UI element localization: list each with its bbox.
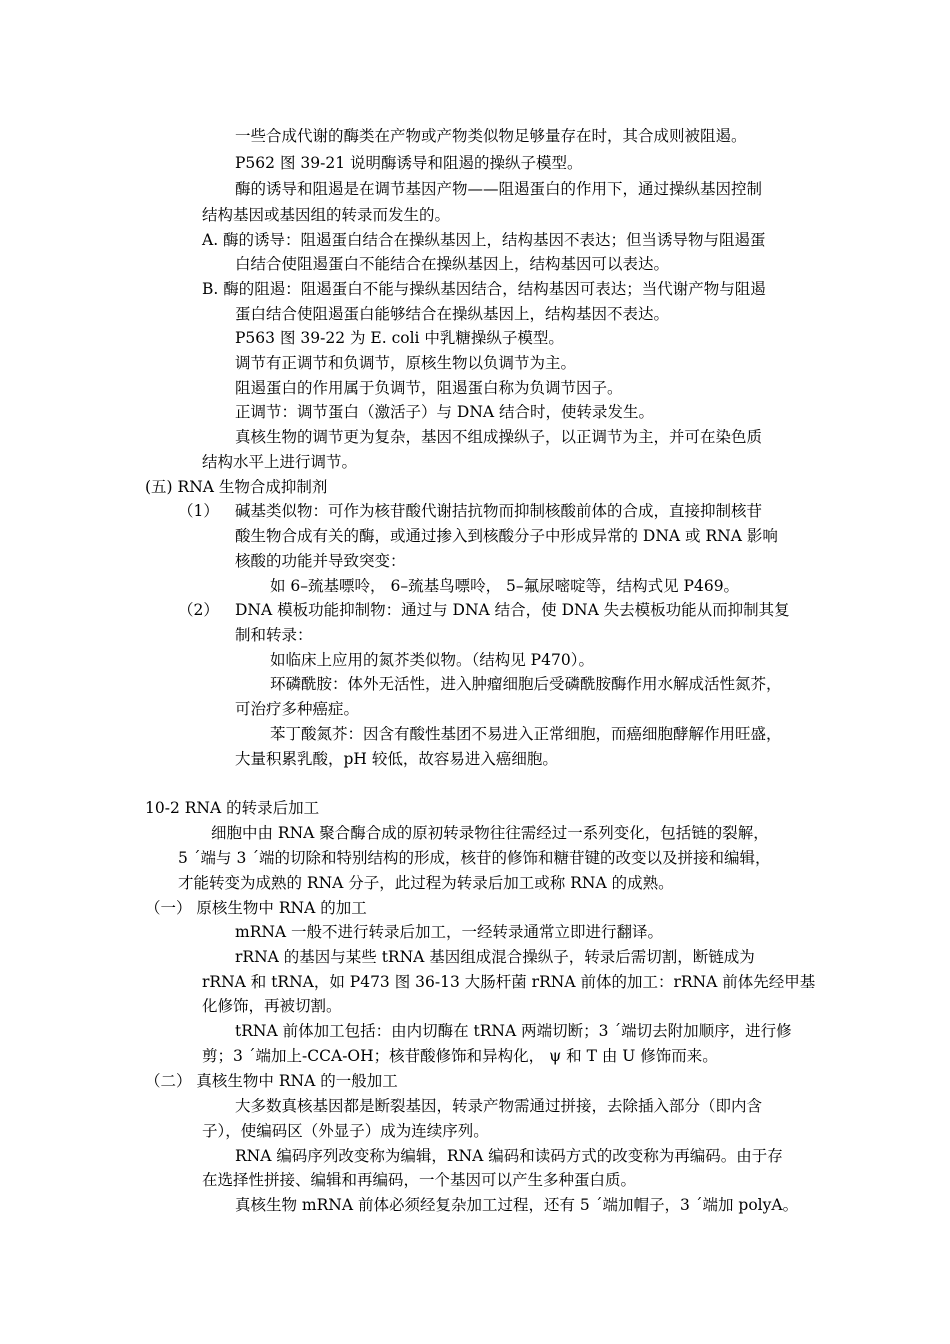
text-line: 白结合使阻遏蛋白不能结合在操纵基因上，结构基因可以表达。 [235,255,670,273]
section-heading: （一） 原核生物中 RNA 的加工 [145,899,367,917]
text-line: 如 6–巯基嘌呤， 6–巯基鸟嘌呤， 5–氟尿嘧啶等，结构式见 P469。 [270,577,740,595]
list-number: （1） [178,502,219,520]
text-line: 化修饰，再被切割。 [202,997,342,1015]
text-line: 核酸的功能并导致突变： [235,552,406,570]
text-line: 可治疗多种癌症。 [235,700,360,718]
text-line: 真核生物 mRNA 前体必须经复杂加工过程，还有 5 ˊ端加帽子，3 ˊ端加 polyA。 [235,1196,799,1214]
text-line: 真核生物的调节更为复杂，基因不组成操纵子，以正调节为主，并可在染色质 [235,428,763,446]
text-line: 调节有正调节和负调节，原核生物以负调节为主。 [235,354,577,372]
list-number: （2） [178,601,219,619]
text-line: DNA 模板功能抑制物：通过与 DNA 结合，使 DNA 失去模板功能从而抑制其复 [235,601,790,619]
text-line: mRNA 一般不进行转录后加工，一经转录通常立即进行翻译。 [235,923,664,941]
text-line: 制和转录： [235,626,313,644]
chapter-heading: 10-2 RNA 的转录后加工 [145,799,320,817]
text-line: 正调节：调节蛋白（激活子）与 DNA 结合时，使转录发生。 [235,403,655,421]
text-line: 才能转变为成熟的 RNA 分子，此过程为转录后加工或称 RNA 的成熟。 [178,874,674,892]
text-line: P562 图 39-21 说明酶诱导和阻遏的操纵子模型。 [235,154,583,172]
text-line: 细胞中由 RNA 聚合酶合成的原初转录物往往需经过一系列变化，包括链的裂解， [211,824,769,842]
text-line: B. 酶的阻遏：阻遏蛋白不能与操纵基因结合，结构基因可表达；当代谢产物与阻遏 [202,280,766,298]
text-line: 如临床上应用的氮芥类似物。（结构见 P470）。 [270,651,594,669]
text-line: P563 图 39-22 为 E. coli 中乳糖操纵子模型。 [235,329,564,347]
text-line: 酶的诱导和阻遏是在调节基因产物——阻遏蛋白的作用下，通过操纵基因控制 [235,180,763,198]
text-line: tRNA 前体加工包括：由内切酶在 tRNA 两端切断；3 ˊ端切去附加顺序，进行修 [235,1022,792,1040]
text-line: A. 酶的诱导：阻遏蛋白结合在操纵基因上，结构基因不表达；但当诱导物与阻遏蛋 [202,231,766,249]
text-line: 环磷酰胺：体外无活性，进入肿瘤细胞后受磷酰胺酶作用水解成活性氮芥， [270,675,782,693]
text-line: 阻遏蛋白的作用属于负调节，阻遏蛋白称为负调节因子。 [235,379,623,397]
text-line: 子），使编码区（外显子）成为连续序列。 [202,1122,489,1140]
text-line: 苯丁酸氮芥：因含有酸性基团不易进入正常细胞，而癌细胞酵解作用旺盛， [270,725,782,743]
text-line: 大量积累乳酸，pH 较低，故容易进入癌细胞。 [235,750,558,768]
section-heading: (五) RNA 生物合成抑制剂 [145,478,328,496]
text-line: 碱基类似物：可作为核苷酸代谢拮抗物而抑制核酸前体的合成，直接抑制核苷 [235,502,763,520]
text-line: 大多数真核基因都是断裂基因，转录产物需通过拼接，去除插入部分（即内含 [235,1097,763,1115]
text-line: 剪；3 ˊ端加上-CCA-OH；核苷酸修饰和异构化， ψ 和 T 由 U 修饰而来。 [202,1047,718,1065]
text-line: 结构基因或基因组的转录而发生的。 [202,206,451,224]
text-line: rRNA 和 tRNA，如 P473 图 36-13 大肠杆菌 rRNA 前体的加工：rRNA 前体先经甲基 [202,973,816,991]
text-line: rRNA 的基因与某些 tRNA 基因组成混合操纵子，转录后需切割，断链成为 [235,948,755,966]
text-line: 酸生物合成有关的酶，或通过掺入到核酸分子中形成异常的 DNA 或 RNA 影响 [235,527,778,545]
text-line: 5 ˊ端与 3 ˊ端的切除和特别结构的形成，核苷的修饰和糖苷键的改变以及拼接和编辑， [178,849,771,867]
text-line: 结构水平上进行调节。 [202,453,358,471]
text-line: RNA 编码序列改变称为编辑，RNA 编码和读码方式的改变称为再编码。由于存 [235,1147,783,1165]
text-line: 蛋白结合使阻遏蛋白能够结合在操纵基因上，结构基因不表达。 [235,305,670,323]
section-heading: （二） 真核生物中 RNA 的一般加工 [145,1072,398,1090]
text-line: 一些合成代谢的酶类在产物或产物类似物足够量存在时，其合成则被阻遏。 [235,127,747,145]
text-line: 在选择性拼接、编辑和再编码，一个基因可以产生多种蛋白质。 [202,1171,637,1189]
